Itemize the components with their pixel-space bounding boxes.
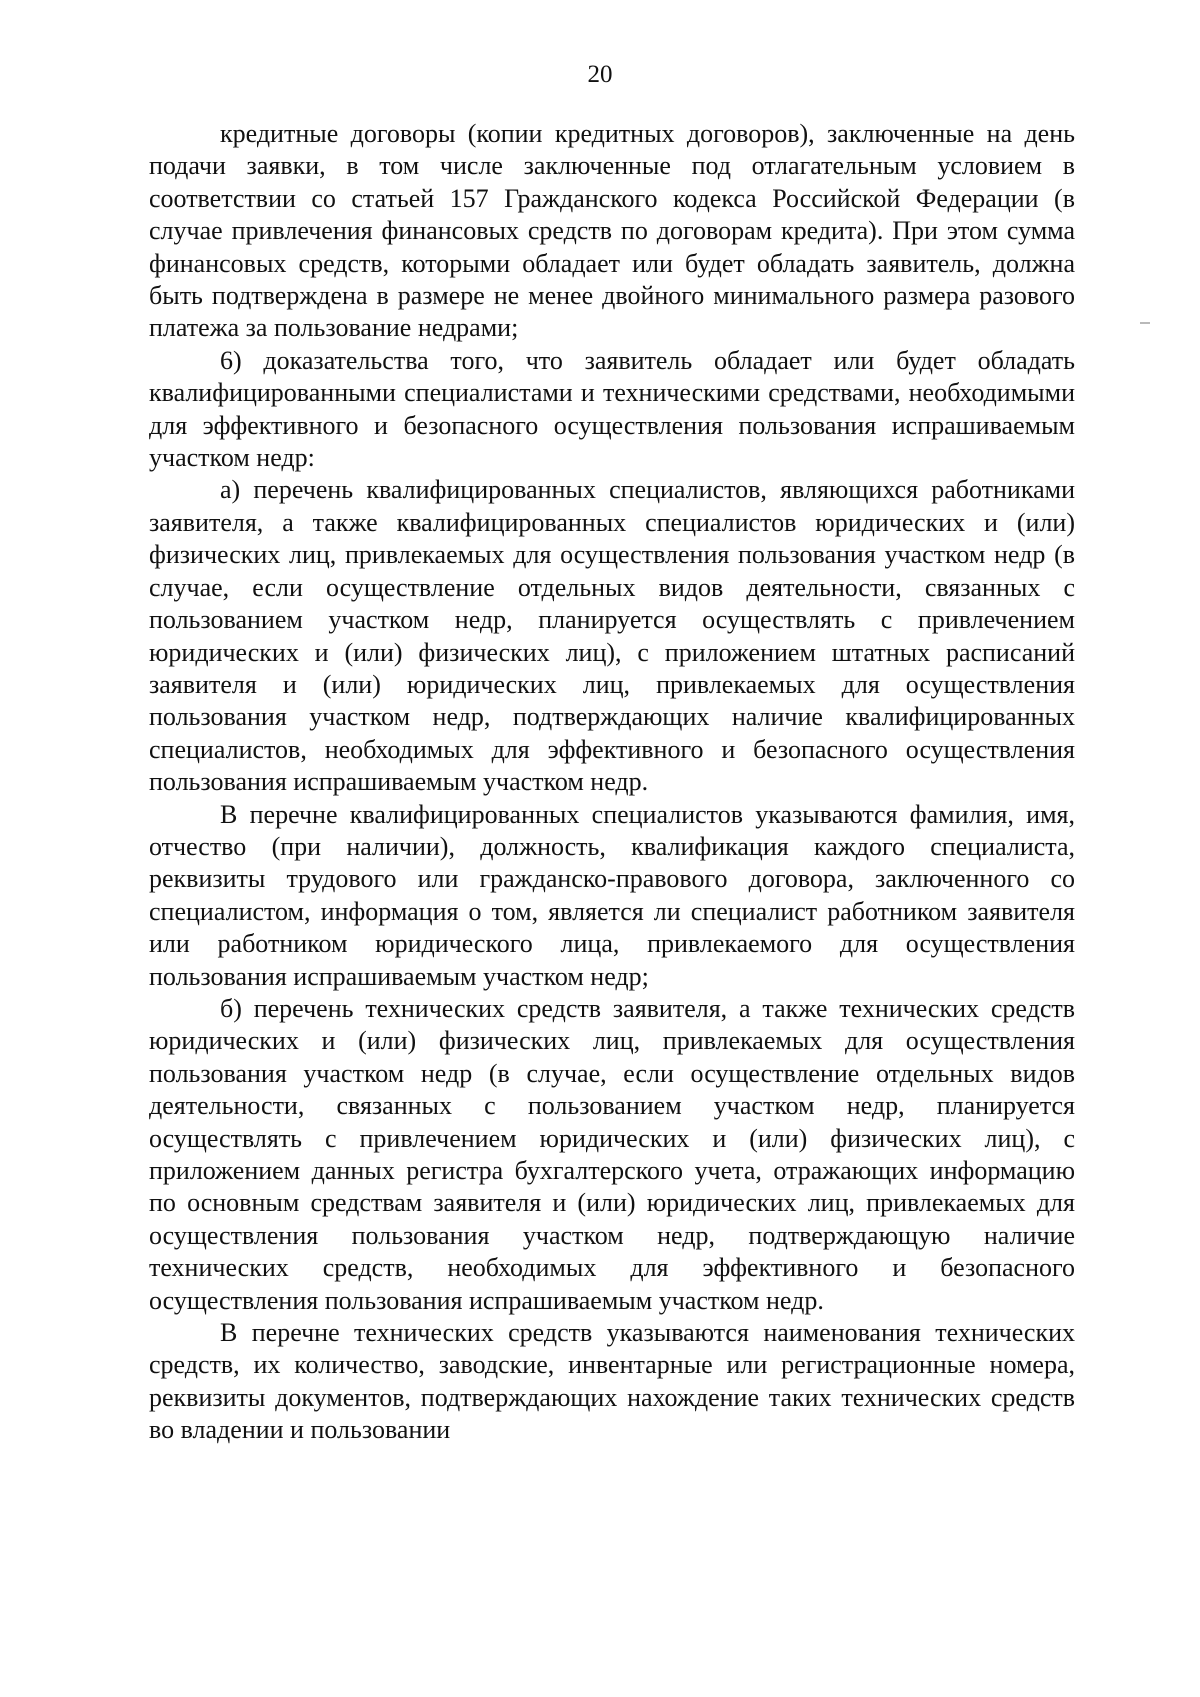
paragraph-specialists-list: В перечне квалифицированных специалистов указываются фамилия, имя, отчество (при наличии), должность, квалификация каждого специалиста, реквизиты трудового или гражданско-правового договора, заключенного со специалистом, информация о том, является ли специалист работником заявителя или работником юридического лица, привлекаемого для осуществления пользования испрашиваемым участком недр; <box>149 799 1075 991</box>
paragraph-item-6: 6) доказательства того, что заявитель обладает или будет обладать квалифицированными специалистами и техническими средствами, необходимыми для эффективного и безопасного осуществления пользования испрашиваемым участком недр: <box>149 345 1075 473</box>
paragraph-item-6b: б) перечень технических средств заявителя, а также технических средств юридических и (или) физических лиц, привлекаемых для осуществления пользования участком недр (в случае, если осуществление отдельных видов деятельности, связанных с пользованием участком недр, планируется осуществлять с привлечением юридических и (или) физических лиц), с приложением данных регистра бухгалтерского учета, отражающих информацию по основным средствам заявителя и (или) юридических лиц, привлекаемых для осуществления пользования участком недр, подтверждающую наличие технических средств, необходимых для эффективного и безопасного осуществления пользования испрашиваемым участком недр. <box>149 993 1075 1315</box>
document-body <box>149 118 1075 1447</box>
paragraph-technical-means-list: В перечне технических средств указываются наименования технических средств, их количество, заводские, инвентарные или регистрационные номера, реквизиты документов, подтверждающих нахождение таких технических средств во владении и пользовании <box>149 1318 1075 1445</box>
paragraph-item-6a: а) перечень квалифицированных специалистов, являющихся работниками заявителя, а также квалифицированных специалистов юридических и (или) физических лиц, привлекаемых для осуществления пользования участком недр (в случае, если осуществление отдельных видов деятельности, связанных с пользованием участком недр, планируется осуществлять с привлечением юридических и (или) физических лиц), с приложением штатных расписаний заявителя и (или) юридических лиц, привлекаемых для осуществления пользования участком недр, подтверждающих наличие квалифицированных специалистов, необходимых для эффективного и безопасного осуществления пользования испрашиваемым участком недр. <box>149 475 1075 797</box>
paragraph-credit-agreements: кредитные договоры (копии кредитных договоров), заключенные на день подачи заявки, в том числе заключенные под отлагательным условием в соответствии со статьей 157 Гражданского кодекса Российской Федерации (в случае привлечения финансовых средств по договорам кредита). При этом сумма финансовых средств, которыми обладает или будет обладать заявитель, должна быть подтверждена в размере не менее двойного минимального размера разового платежа за пользование недрами; <box>149 119 1075 343</box>
scan-artifact-mark <box>1140 322 1150 324</box>
page-number: 20 <box>587 61 613 88</box>
